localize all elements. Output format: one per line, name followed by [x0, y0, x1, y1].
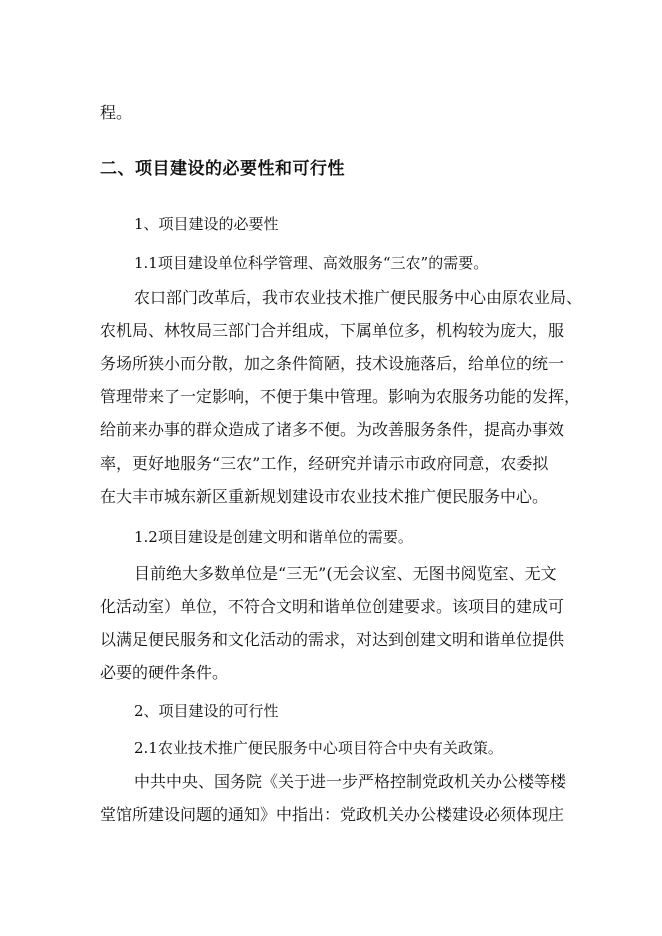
- paragraph-line: 在大丰市城东新区重新规划建设市农业技术推广便民服务中心。: [100, 487, 549, 506]
- paragraph-line: 给前来办事的群众造成了诸多不便。为改善服务条件，提高办事效: [100, 420, 565, 439]
- paragraph-line: 化活动室）单位，不符合文明和谐单位创建要求。该项目的建成可: [100, 597, 565, 616]
- subsection-title-feasibility: 2、项目建设的可行性: [134, 702, 279, 720]
- paragraph-line: 目前绝大多数单位是“三无”(无会议室、无图书阅览室、无文: [134, 564, 557, 583]
- continuation-text: 程。: [100, 103, 133, 122]
- paragraph-line: 农口部门改革后，我市农业技术推广便民服务中心由原农业局、: [134, 288, 583, 307]
- section-heading: 二、项目建设的必要性和可行性: [100, 159, 345, 179]
- paragraph-line: 务场所狭小而分散，加之条件简陋，技术设施落后，给单位的统一: [100, 354, 565, 373]
- paragraph-line: 以满足便民服务和文化活动的需求，对达到创建文明和谐单位提供: [100, 630, 565, 649]
- paragraph-line: 堂馆所建设问题的通知》中指出：党政机关办公楼建设必须体现庄: [100, 805, 565, 824]
- paragraph-line: 率，更好地服务“三农”工作，经研究并请示市政府同意，农委拟: [100, 454, 549, 473]
- subsection-title-necessity: 1、项目建设的必要性: [134, 215, 279, 233]
- paragraph-line: 农机局、林牧局三部门合并组成，下属单位多，机构较为庞大，服: [100, 321, 565, 340]
- paragraph-line: 管理带来了一定影响，不便于集中管理。影响为农服务功能的发挥，: [100, 387, 581, 406]
- paragraph-line: 必要的硬件条件。: [100, 663, 229, 682]
- item-title-1-1: 1.1项目建设单位科学管理、高效服务“三农”的需要。: [134, 254, 489, 272]
- item-title-2-1: 2.1农业技术推广便民服务中心项目符合中央有关政策。: [134, 739, 503, 757]
- paragraph-line: 中共中央、国务院《关于进一步严格控制党政机关办公楼等楼: [134, 772, 567, 791]
- item-title-1-2: 1.2项目建设是创建文明和谐单位的需要。: [134, 528, 413, 546]
